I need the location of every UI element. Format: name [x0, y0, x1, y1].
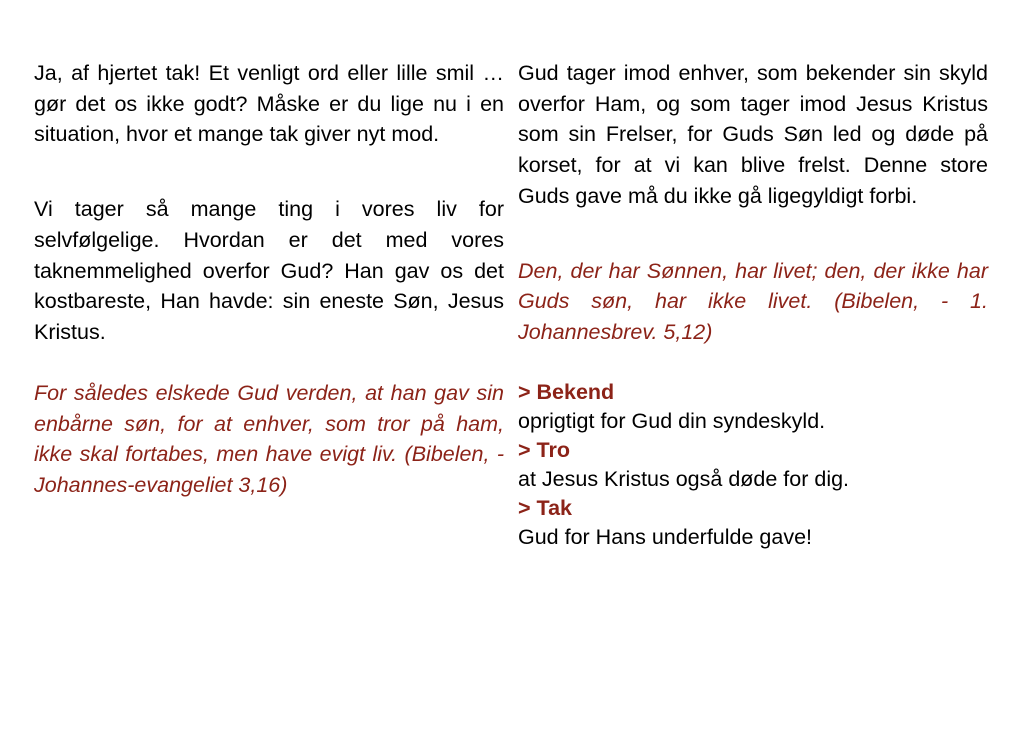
right-column — [518, 58, 988, 552]
spacer — [34, 348, 504, 378]
step-body-bekend: oprigtigt for Gud din syndeskyld. — [518, 408, 826, 433]
left-column — [34, 58, 504, 501]
steps-list — [518, 378, 988, 552]
right-scripture-quote: Den, der har Sønnen, har livet; den, der ikke har Guds søn, har ikke livet. (Bibelen, - 1. Johannesbrev. 5,12) — [518, 258, 988, 345]
right-paragraph-1: Gud tager imod enhver, som bekender sin skyld overfor Ham, og som tager imod Jesus Kristus som sin Frelser, for Guds Søn led og døde på korset, for at vi kan blive frelst. Denne store Guds gave må du ikke gå ligegyldigt forbi. — [518, 61, 988, 208]
step-heading-tak: > Tak — [518, 495, 572, 520]
left-scripture-quote: For således elskede Gud verden, at han gav sin enbårne søn, for at enhver, som tror på ham, ikke skal fortabes, men have evigt liv. (Bibelen, - Johannes-evangeliet 3,16) — [34, 380, 504, 498]
spacer — [34, 150, 504, 194]
step-heading-bekend: > Bekend — [518, 379, 615, 404]
spacer — [518, 212, 988, 256]
left-paragraph-2: Vi tager så mange ting i vores liv for selvfølgelige. Hvordan er det med vores taknemmelighed overfor Gud? Han gav os det kostbareste, Han havde: sin eneste Søn, Jesus Kristus. — [34, 197, 504, 345]
step-body-tro: at Jesus Kristus også døde for dig. — [518, 466, 850, 491]
step-body-tak: Gud for Hans underfulde gave! — [518, 524, 813, 549]
step-heading-tro: > Tro — [518, 437, 570, 462]
spacer — [518, 348, 988, 378]
left-paragraph-1: Ja, af hjertet tak! Et venligt ord eller lille smil … gør det os ikke godt? Måske er du lige nu i en situation, hvor et mange tak giver nyt mod. — [34, 61, 504, 147]
